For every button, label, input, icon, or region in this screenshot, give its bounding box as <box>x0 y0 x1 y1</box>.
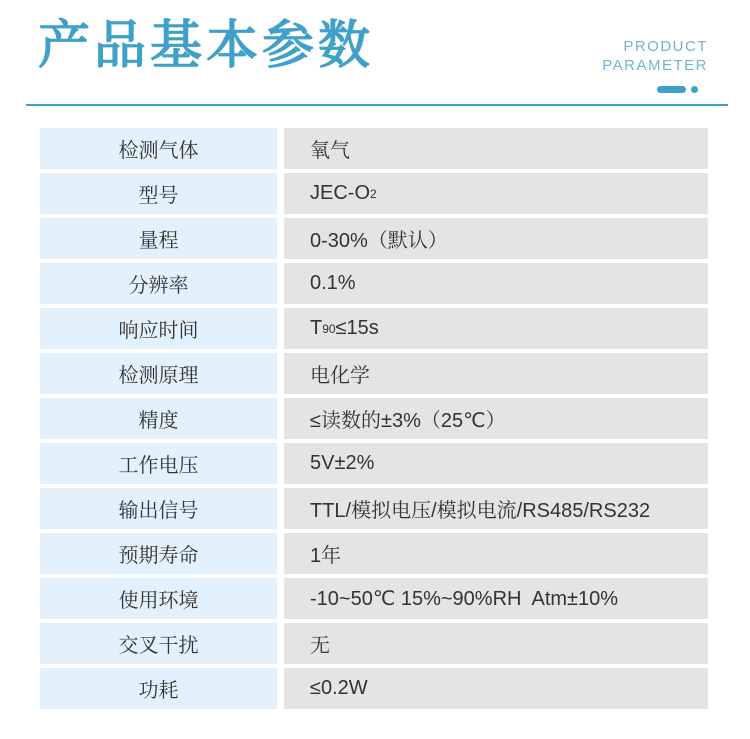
table-row <box>40 353 708 394</box>
table-row <box>40 623 708 664</box>
spec-value: TTL/模拟电压/模拟电流/RS485/RS232 <box>284 488 708 529</box>
spec-label: 使用环境 <box>40 578 277 619</box>
spec-label: 型号 <box>40 173 277 214</box>
spec-label: 检测气体 <box>40 128 277 169</box>
spec-value: 电化学 <box>284 353 708 394</box>
table-row <box>40 488 708 529</box>
dot-icon <box>691 86 698 93</box>
table-row <box>40 263 708 304</box>
dash-dot-icon <box>602 86 708 93</box>
table-row <box>40 173 708 214</box>
table-row <box>40 128 708 169</box>
spec-value: ≤读数的±3%（25℃） <box>284 398 708 439</box>
spec-value: 0.1% <box>284 263 708 304</box>
dash-icon <box>657 86 686 93</box>
spec-value: 0-30%（默认） <box>284 218 708 259</box>
spec-label: 检测原理 <box>40 353 277 394</box>
header-divider <box>26 104 728 106</box>
spec-value: -10~50℃ 15%~90%RH Atm±10% <box>284 578 708 619</box>
spec-label: 输出信号 <box>40 488 277 529</box>
table-row <box>40 533 708 574</box>
table-row <box>40 398 708 439</box>
spec-value: 无 <box>284 623 708 664</box>
table-row <box>40 668 708 709</box>
spec-label: 工作电压 <box>40 443 277 484</box>
spec-value: T 90 ≤15s <box>284 308 708 349</box>
table-row <box>40 443 708 484</box>
table-row <box>40 308 708 349</box>
spec-value: 5V±2% <box>284 443 708 484</box>
spec-value: 氧气 <box>284 128 708 169</box>
spec-value: JEC-O 2 <box>284 173 708 214</box>
subtitle-line-1: PRODUCT <box>623 38 708 55</box>
spec-label: 量程 <box>40 218 277 259</box>
spec-value: 1年 <box>284 533 708 574</box>
spec-label: 精度 <box>40 398 277 439</box>
header-subtitle-en <box>602 37 708 93</box>
spec-label: 交叉干扰 <box>40 623 277 664</box>
spec-label: 分辨率 <box>40 263 277 304</box>
spec-value: ≤0.2W <box>284 668 708 709</box>
table-row <box>40 218 708 259</box>
table-row <box>40 578 708 619</box>
subtitle-line-2: PARAMETER <box>602 57 708 74</box>
spec-label: 功耗 <box>40 668 277 709</box>
spec-table <box>40 128 708 709</box>
spec-label: 预期寿命 <box>40 533 277 574</box>
page-title: 产品基本参数 <box>38 17 375 75</box>
spec-label: 响应时间 <box>40 308 277 349</box>
